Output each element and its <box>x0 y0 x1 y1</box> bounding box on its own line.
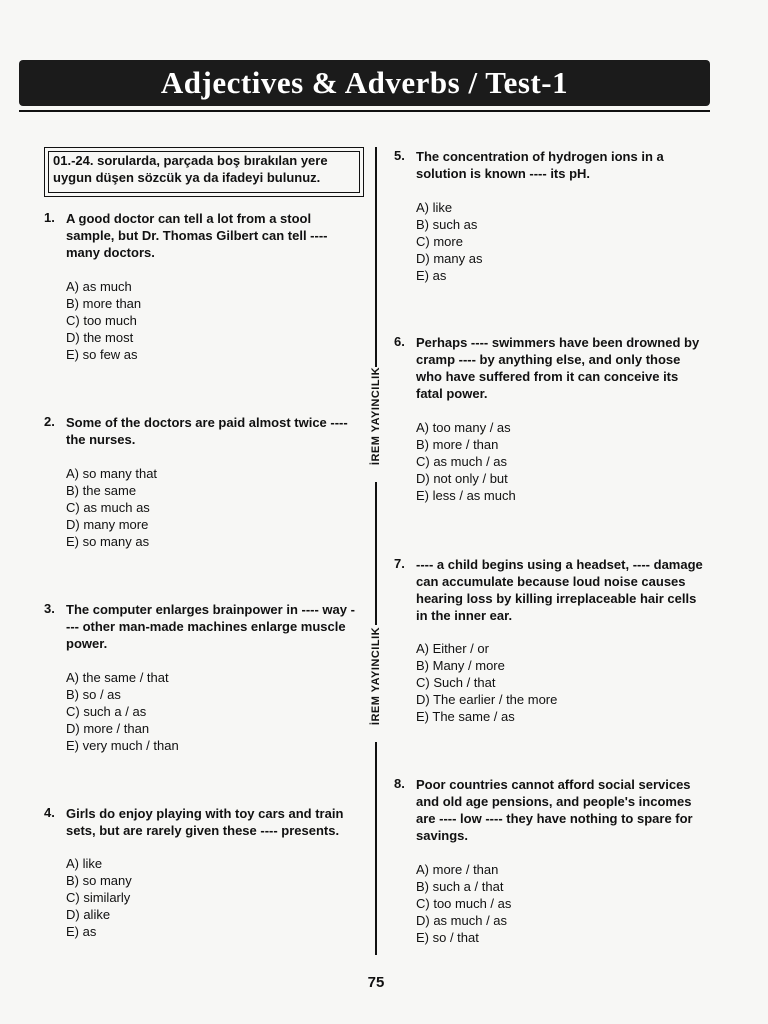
option-c[interactable]: C) Such / that <box>416 675 496 690</box>
option-e[interactable]: E) so many as <box>66 534 150 549</box>
option-d[interactable]: D) more / than <box>66 721 150 736</box>
question-text: The concentration of hydrogen ions in a solution is known ---- its pH. <box>416 149 664 181</box>
question-text: Some of the doctors are paid almost twice ---- the nurses. <box>66 415 348 447</box>
column-divider-bottom <box>375 742 377 955</box>
page-title: Adjectives & Adverbs / Test-1 <box>160 65 569 100</box>
option-b[interactable]: B) more than <box>66 296 142 311</box>
question-7-options <box>416 640 557 725</box>
option-e[interactable]: E) so / that <box>416 930 479 945</box>
question-number: 3. <box>44 601 55 616</box>
option-a[interactable]: A) more / than <box>416 862 499 877</box>
option-d[interactable]: D) as much / as <box>416 913 508 928</box>
option-d[interactable]: D) The earlier / the more <box>416 692 558 707</box>
question-number: 8. <box>394 776 405 791</box>
publisher-brand-text: İREM YAYINCILIK <box>370 366 382 466</box>
option-e[interactable]: E) so few as <box>66 347 138 362</box>
option-b[interactable]: B) such as <box>416 217 478 232</box>
option-b[interactable]: B) the same <box>66 483 137 498</box>
option-d[interactable]: D) alike <box>66 907 111 922</box>
column-divider-top <box>375 147 377 367</box>
option-e[interactable]: E) less / as much <box>416 488 516 503</box>
instruction-text: 01.-24. sorularda, parçada boş bırakılan yere uygun düşen sözcük ya da ifadeyi bulunuz. <box>53 153 328 185</box>
option-b[interactable]: B) Many / more <box>416 658 505 673</box>
title-underline <box>19 110 710 112</box>
option-a[interactable]: A) like <box>416 200 453 215</box>
option-d[interactable]: D) the most <box>66 330 134 345</box>
question-number: 1. <box>44 210 55 225</box>
option-e[interactable]: E) as <box>66 924 97 939</box>
question-1-options <box>66 278 141 363</box>
question-number: 4. <box>44 805 55 820</box>
question-3-options <box>66 669 179 754</box>
option-b[interactable]: B) more / than <box>416 437 499 452</box>
option-a[interactable]: A) like <box>66 856 103 871</box>
option-c[interactable]: C) as much as <box>66 500 150 515</box>
question-2-options <box>66 465 157 550</box>
question-number: 6. <box>394 334 405 349</box>
question-4-options <box>66 855 132 940</box>
option-b[interactable]: B) so many <box>66 873 132 888</box>
publisher-brand-vertical <box>366 366 386 466</box>
option-c[interactable]: C) as much / as <box>416 454 508 469</box>
option-a[interactable]: A) too many / as <box>416 420 511 435</box>
column-divider-middle <box>375 482 377 625</box>
question-text: Poor countries cannot afford social services and old age pensions, and people's incomes are ---- low ---- they have nothing to spare for savings. <box>416 777 693 843</box>
question-5-options <box>416 199 482 284</box>
option-c[interactable]: C) such a / as <box>66 704 147 719</box>
option-e[interactable]: E) very much / than <box>66 738 179 753</box>
option-c[interactable]: C) similarly <box>66 890 131 905</box>
option-e[interactable]: E) as <box>416 268 447 283</box>
publisher-brand-vertical <box>366 626 386 726</box>
option-d[interactable]: D) not only / but <box>416 471 508 486</box>
option-d[interactable]: D) many more <box>66 517 149 532</box>
publisher-brand-text: İREM YAYINCILIK <box>370 626 382 726</box>
question-text: A good doctor can tell a lot from a stool sample, but Dr. Thomas Gilbert can tell ---- many doctors. <box>66 211 328 260</box>
question-text: The computer enlarges brainpower in ---- way ---- other man-made machines enlarge muscle power. <box>66 602 355 651</box>
question-text: ---- a child begins using a headset, ---- damage can accumulate because loud noise causes hearing loss by killing irreplaceable hair cells in the inner ear. <box>416 557 703 623</box>
question-text: Girls do enjoy playing with toy cars and train sets, but are rarely given these ---- presents. <box>66 806 344 838</box>
question-number: 5. <box>394 148 405 163</box>
question-number: 2. <box>44 414 55 429</box>
option-e[interactable]: E) The same / as <box>416 709 515 724</box>
title-bar <box>19 60 710 106</box>
question-6-options <box>416 419 516 504</box>
option-a[interactable]: A) so many that <box>66 466 158 481</box>
option-b[interactable]: B) such a / that <box>416 879 504 894</box>
option-a[interactable]: A) as much <box>66 279 132 294</box>
option-a[interactable]: A) the same / that <box>66 670 169 685</box>
option-c[interactable]: C) more <box>416 234 463 249</box>
question-number: 7. <box>394 556 405 571</box>
option-c[interactable]: C) too much / as <box>416 896 512 911</box>
instruction-box <box>44 147 364 197</box>
question-8-options <box>416 861 511 946</box>
question-text: Perhaps ---- swimmers have been drowned by cramp ---- by anything else, and only those who have suffered from it can conceive its fatal power. <box>416 335 700 401</box>
option-c[interactable]: C) too much <box>66 313 137 328</box>
option-d[interactable]: D) many as <box>416 251 483 266</box>
option-a[interactable]: A) Either / or <box>416 641 489 656</box>
page-number: 75 <box>367 974 385 991</box>
option-b[interactable]: B) so / as <box>66 687 121 702</box>
